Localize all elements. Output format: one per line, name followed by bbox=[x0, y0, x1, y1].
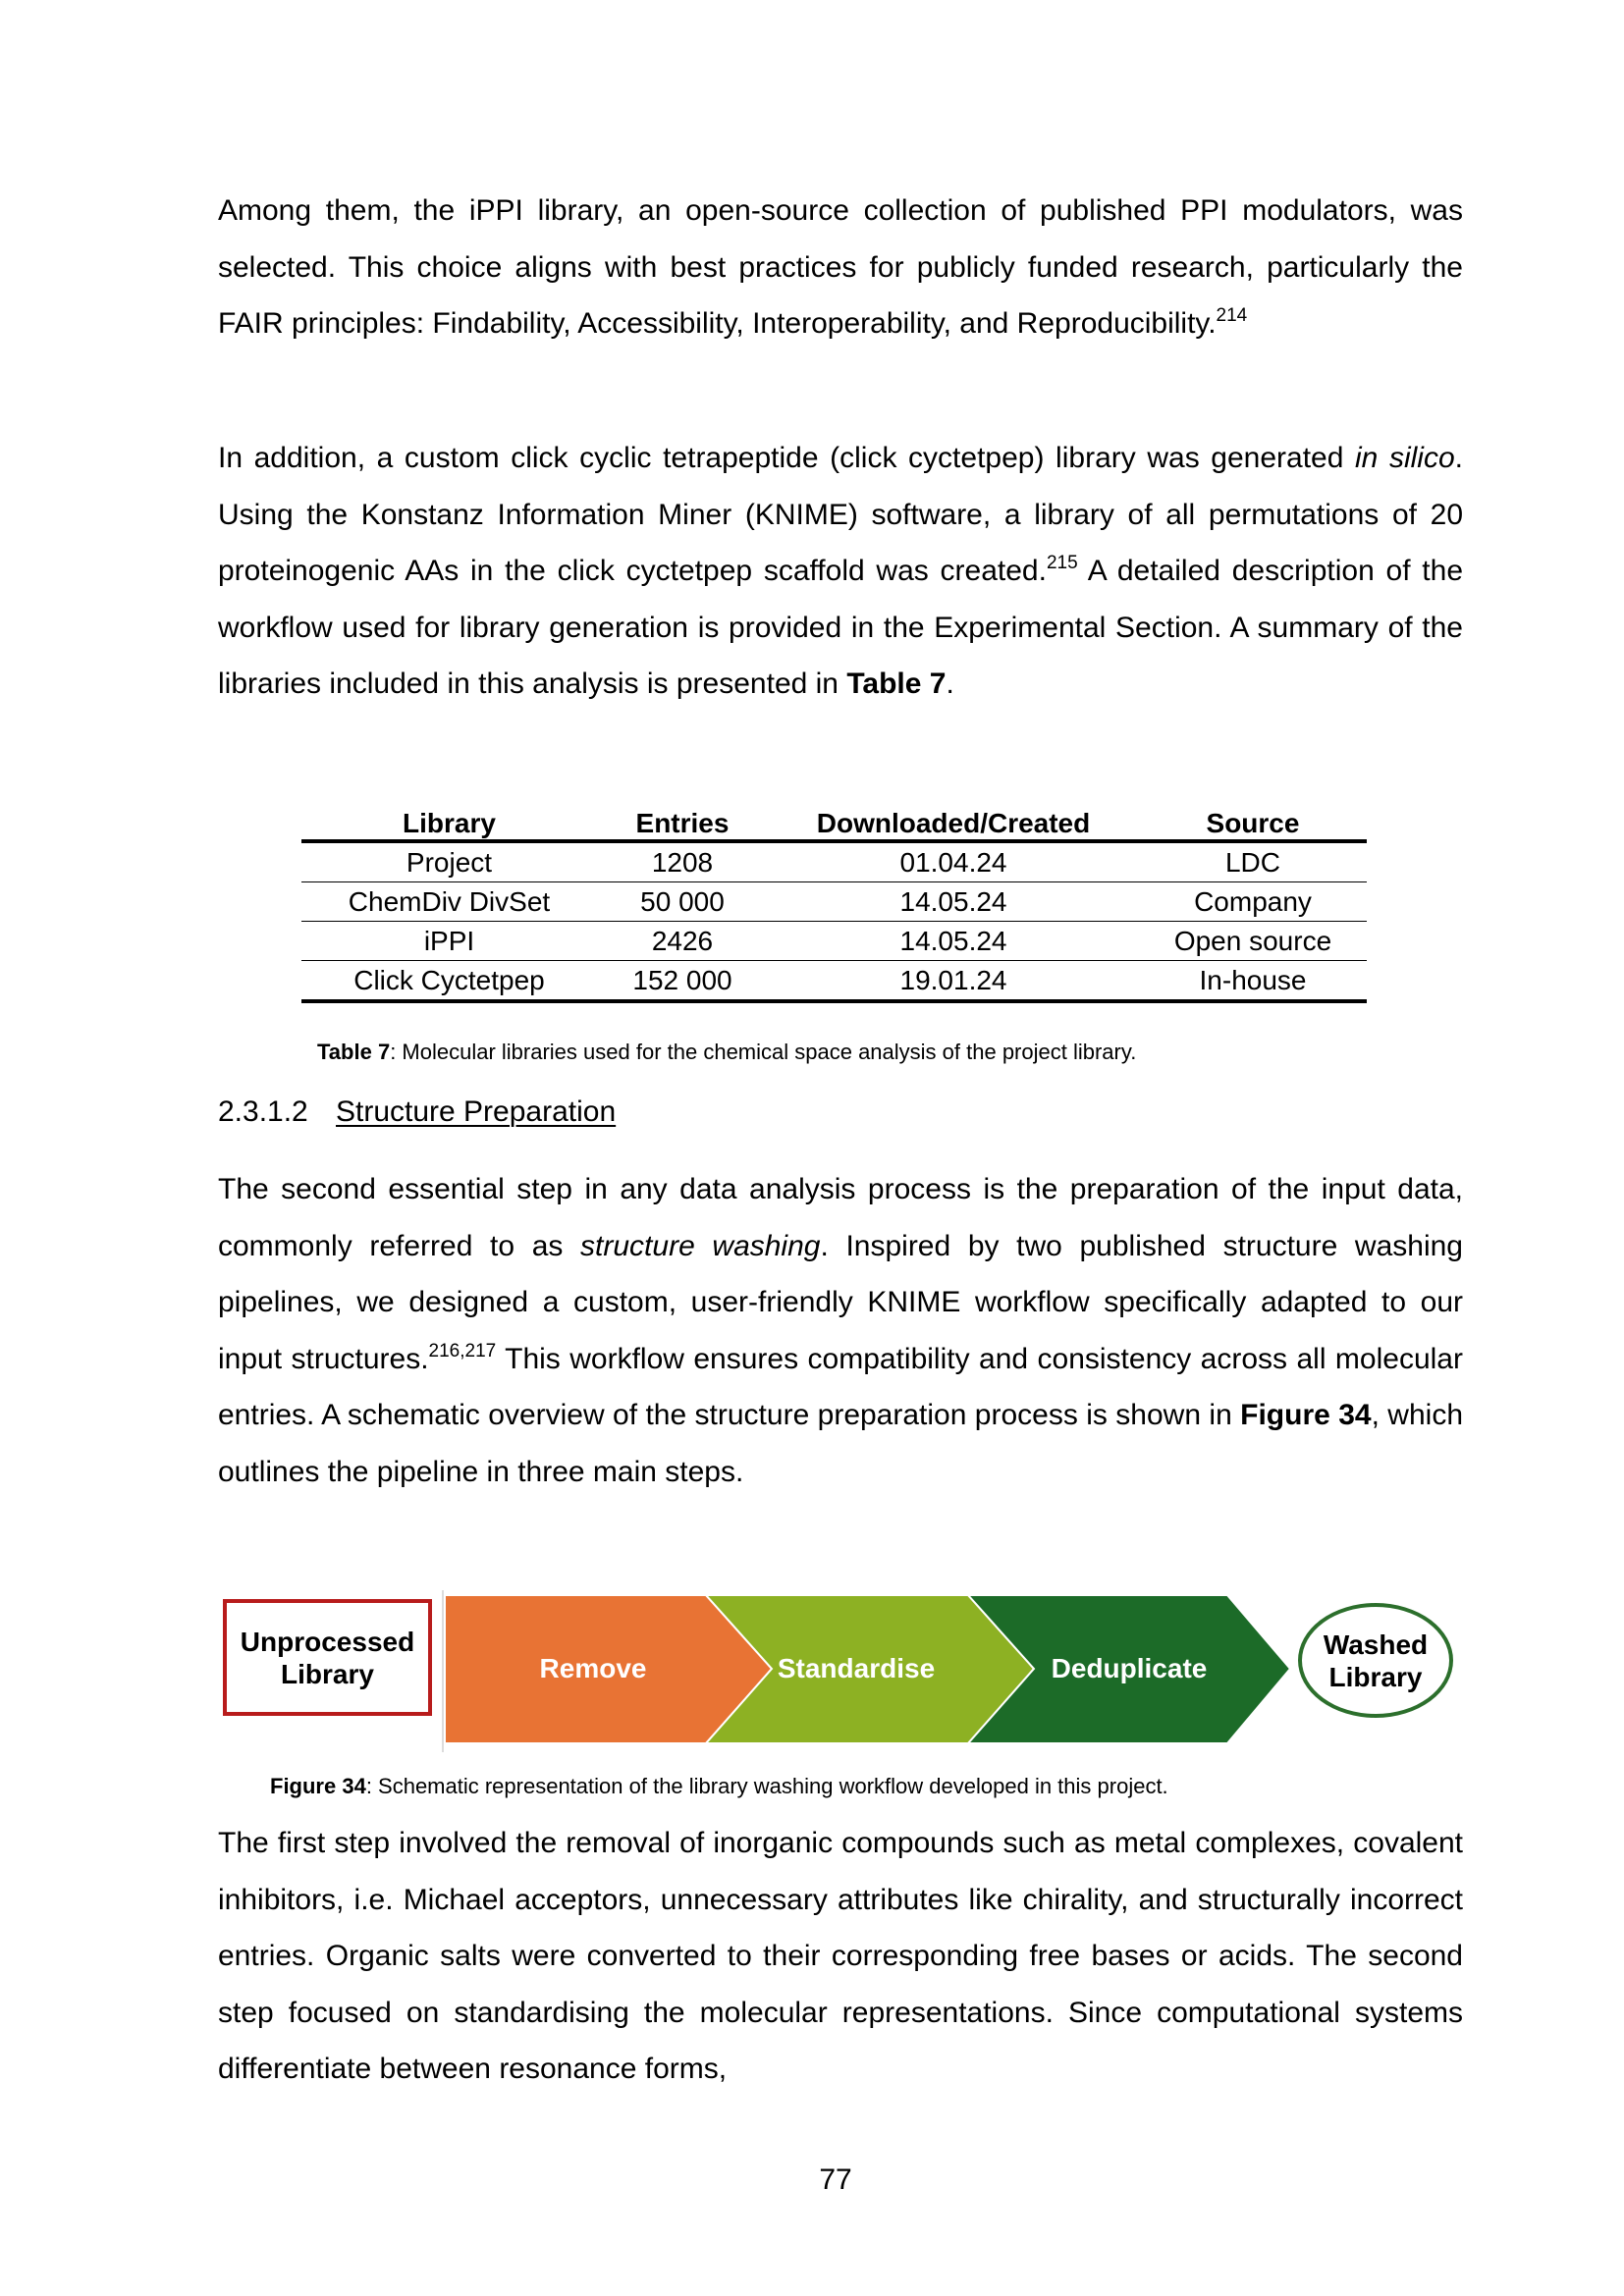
citation: 214 bbox=[1216, 305, 1248, 326]
table-reference: Table 7 bbox=[846, 667, 947, 700]
caption-text: : Schematic representation of the library washing workflow developed in this project. bbox=[365, 1774, 1168, 1798]
cell-library: iPPI bbox=[301, 922, 597, 961]
step-deduplicate-label: Deduplicate bbox=[1051, 1653, 1208, 1683]
table-row bbox=[301, 882, 1367, 922]
section-heading bbox=[218, 1084, 616, 1141]
cell-source: In-house bbox=[1139, 961, 1367, 1002]
step-remove-label: Remove bbox=[539, 1653, 647, 1683]
cell-library: ChemDiv DivSet bbox=[301, 882, 597, 922]
column-header-entries: Entries bbox=[597, 797, 768, 841]
italic-term: structure washing bbox=[580, 1229, 821, 1262]
step-standardise-label: Standardise bbox=[777, 1653, 936, 1683]
citation: 215 bbox=[1046, 553, 1078, 573]
paragraph-click-cyctetpep bbox=[218, 430, 1463, 713]
paragraph-text: The second essential step in any data analysis process is the preparation of the input data, commonly referred to as bbox=[218, 1173, 1463, 1262]
paragraph-text: In addition, a custom click cyclic tetrapeptide (click cyctetpep) library was generated bbox=[218, 442, 1356, 474]
paragraph-text: . Inspired by two published structure washing pipelines, we designed a custom, user-friendly KNIME workflow specifically adapted to our input structures. bbox=[218, 1229, 1463, 1375]
cell-entries: 2426 bbox=[597, 922, 768, 961]
section-number: 2.3.1.2 bbox=[218, 1095, 308, 1128]
cell-entries: 50 000 bbox=[597, 882, 768, 922]
cell-entries: 152 000 bbox=[597, 961, 768, 1002]
figure-34-workflow-diagram bbox=[218, 1590, 1465, 1752]
cell-source: Company bbox=[1139, 882, 1367, 922]
page-number: 77 bbox=[819, 2163, 852, 2196]
citation: 216,217 bbox=[428, 1340, 497, 1362]
paragraph-structure-washing bbox=[218, 1161, 1463, 1500]
paragraph-text: A detailed description of the workflow used for library generation is provided in the Experimental Section. A summary of the libraries included in this analysis is presented in bbox=[218, 555, 1464, 700]
caption-text: : Molecular libraries used for the chemical space analysis of the project library. bbox=[390, 1040, 1137, 1064]
caption-label: Table 7 bbox=[317, 1040, 391, 1064]
table-row bbox=[301, 922, 1367, 961]
table-row bbox=[301, 841, 1367, 882]
paragraph-text: . bbox=[946, 667, 954, 700]
italic-term: in silico bbox=[1355, 442, 1455, 474]
paragraph-washing-steps bbox=[218, 1815, 1463, 2098]
paragraph-ippi-library bbox=[218, 183, 1463, 352]
table-row bbox=[301, 961, 1367, 1002]
table-7-libraries bbox=[301, 797, 1367, 1003]
cell-entries: 1208 bbox=[597, 841, 768, 882]
caption-label: Figure 34 bbox=[270, 1774, 366, 1798]
column-header-source: Source bbox=[1139, 797, 1367, 841]
paragraph-text: This workflow ensures compatibility and consistency across all molecular entries. A schematic overview of the structure preparation process is shown in bbox=[218, 1342, 1463, 1431]
table-7-caption bbox=[317, 1038, 1136, 1067]
paragraph-text: Among them, the iPPI library, an open-source collection of published PPI modulators, was selected. This choice aligns with best practices for publicly funded research, particularly the FAIR principles: Findability, Accessibility, Interoperability, and Reproducibility. bbox=[218, 194, 1463, 340]
paragraph-text: The first step involved the removal of inorganic compounds such as metal complexes, covalent inhibitors, i.e. Michael acceptors, unnecessary attributes like chirality, and structurally incorrect entries. Organic salts were converted to their corresponding free bases or acids. The second step focused on standardising the molecular representations. Since computational systems differentiate between resonance forms, bbox=[218, 1827, 1463, 2085]
unprocessed-library-box: Unprocessed Library bbox=[223, 1599, 432, 1716]
column-header-library: Library bbox=[301, 797, 597, 841]
cell-library: Click Cyctetpep bbox=[301, 961, 597, 1002]
cell-date: 19.01.24 bbox=[768, 961, 1139, 1002]
section-title: Structure Preparation bbox=[336, 1095, 617, 1128]
washed-library-ellipse: Washed Library bbox=[1298, 1603, 1453, 1718]
cell-date: 14.05.24 bbox=[768, 922, 1139, 961]
cell-date: 01.04.24 bbox=[768, 841, 1139, 882]
figure-reference: Figure 34 bbox=[1240, 1399, 1372, 1431]
column-header-downloaded-created: Downloaded/Created bbox=[768, 797, 1139, 841]
cell-source: Open source bbox=[1139, 922, 1367, 961]
cell-source: LDC bbox=[1139, 841, 1367, 882]
figure-34-caption bbox=[270, 1772, 1168, 1801]
paragraph-text: , which outlines the pipeline in three main steps. bbox=[218, 1399, 1464, 1488]
paragraph-text: . Using the Konstanz Information Miner (KNIME) software, a library of all permutations of 20 proteinogenic AAs in the click cyctetpep scaffold was created. bbox=[218, 442, 1463, 587]
table-header-row bbox=[301, 797, 1367, 841]
cell-date: 14.05.24 bbox=[768, 882, 1139, 922]
cell-library: Project bbox=[301, 841, 597, 882]
